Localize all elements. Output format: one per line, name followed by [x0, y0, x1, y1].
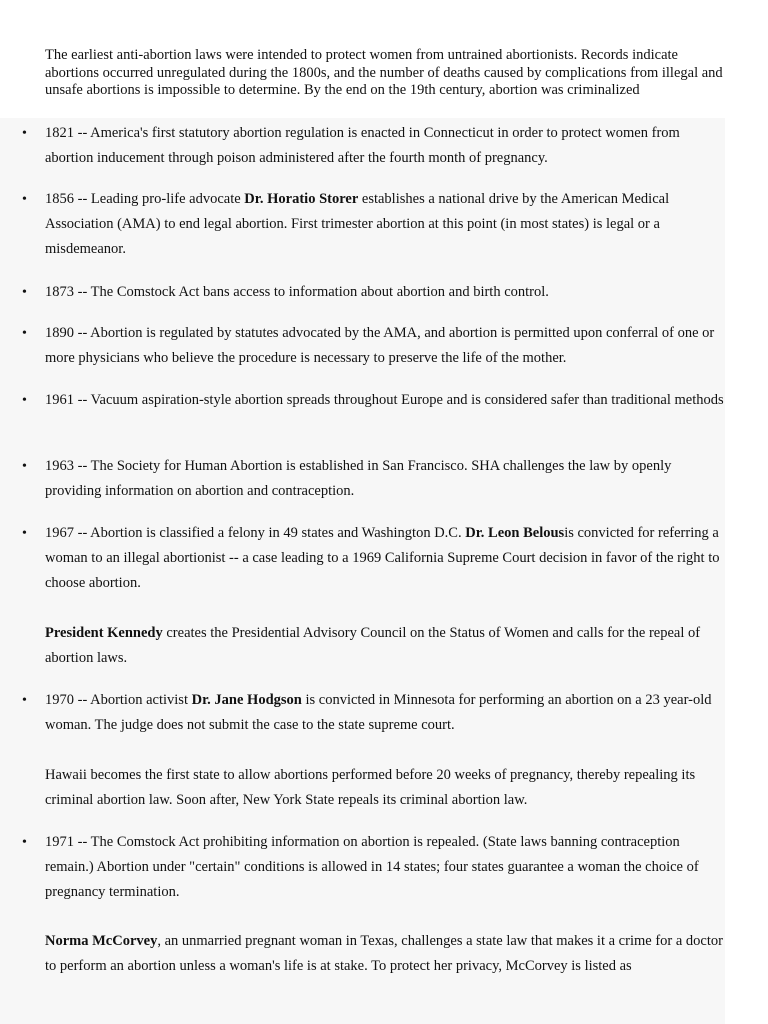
entry-text: 1967 -- Abortion is classified a felony in 49 states and Washington D.C. — [45, 525, 466, 541]
bullet-icon: • — [22, 693, 27, 708]
timeline-entry-1961: 1961 -- Vacuum aspiration-style abortion spreads throughout Europe and is considered safer than traditional methods — [45, 392, 724, 408]
entry-text: 1970 -- Abortion activist — [45, 692, 192, 708]
timeline-entry-1963: 1963 -- The Society for Human Abortion is established in San Francisco. SHA challenges the law by openly providing information on abortion and contraception. — [45, 458, 672, 499]
entry-text: 1856 -- Leading pro-life advocate — [45, 191, 245, 207]
bullet-icon: • — [22, 326, 27, 341]
bullet-icon: • — [22, 126, 27, 141]
hawaii-paragraph: Hawaii becomes the first state to allow abortions performed before 20 weeks of pregnancy, thereby repealing its criminal abortion law. Soon after, New York State repeals its criminal abortion law. — [45, 767, 696, 808]
timeline-entry-1821: 1821 -- America's first statutory abortion regulation is enacted in Connecticut in order to protect women from abortion inducement through poison administered after the fourth month of pregnancy. — [45, 125, 680, 166]
timeline-entry-1890: 1890 -- Abortion is regulated by statutes advocated by the AMA, and abortion is permitted upon conferral of one or more physicians who believe the procedure is necessary to preserve the life of the mother. — [45, 325, 715, 366]
entry-text: is convicted in Minnesota for performing an abortion on a 23 year-old woman. The judge does not submit the case to the state supreme court. — [45, 692, 712, 733]
person-name: President Kennedy — [45, 625, 163, 641]
bullet-icon: • — [22, 393, 27, 408]
bullet-icon: • — [22, 526, 27, 541]
timeline-entry-1971: 1971 -- The Comstock Act prohibiting information on abortion is repealed. (State laws banning contraception remain.) Abortion under "certain" conditions is allowed in 14 states; four states guarantee a woman the choice of pregnancy termination. — [45, 834, 699, 900]
mccorvey-paragraph — [45, 929, 725, 979]
intro-paragraph: The earliest anti-abortion laws were intended to protect women from untrained abortionists. Records indicate abortions occurred unregulated during the 1800s, and the number of deaths caused by complications from illegal and unsafe abortions is impossible to determine. By the end on the 19th century, abortion was criminalized — [45, 47, 723, 98]
timeline-entry-1970 — [45, 688, 725, 738]
person-name: Dr. Jane Hodgson — [191, 692, 302, 708]
bullet-icon: • — [22, 192, 27, 207]
person-name: Dr. Leon Belous — [465, 525, 565, 541]
entry-text: creates the Presidential Advisory Council on the Status of Women and calls for the repeal of abortion laws. — [45, 625, 701, 666]
timeline-entry-1856 — [45, 187, 725, 262]
timeline-entry-1967 — [45, 521, 725, 596]
kennedy-paragraph — [45, 621, 725, 671]
entry-text: is convicted for referring a woman to an illegal abortionist -- a case leading to a 1969 California Supreme Court decision in favor of the right to choose abortion. — [45, 525, 720, 591]
bullet-icon: • — [22, 459, 27, 474]
person-name: Norma McCorvey — [45, 933, 158, 949]
entry-text: establishes a national drive by the American Medical Association (AMA) to end legal abortion. First trimester abortion at this point (in most states) is legal or a misdemeanor. — [45, 191, 670, 257]
person-name: Dr. Horatio Storer — [244, 191, 359, 207]
bullet-icon: • — [22, 835, 27, 850]
timeline-entry-1873: 1873 -- The Comstock Act bans access to information about abortion and birth control. — [45, 284, 549, 300]
entry-text: , an unmarried pregnant woman in Texas, challenges a state law that makes it a crime for a doctor to perform an abortion unless a woman's life is at stake. To protect her privacy, McCorvey is listed as — [45, 933, 723, 974]
bullet-icon: • — [22, 285, 27, 300]
